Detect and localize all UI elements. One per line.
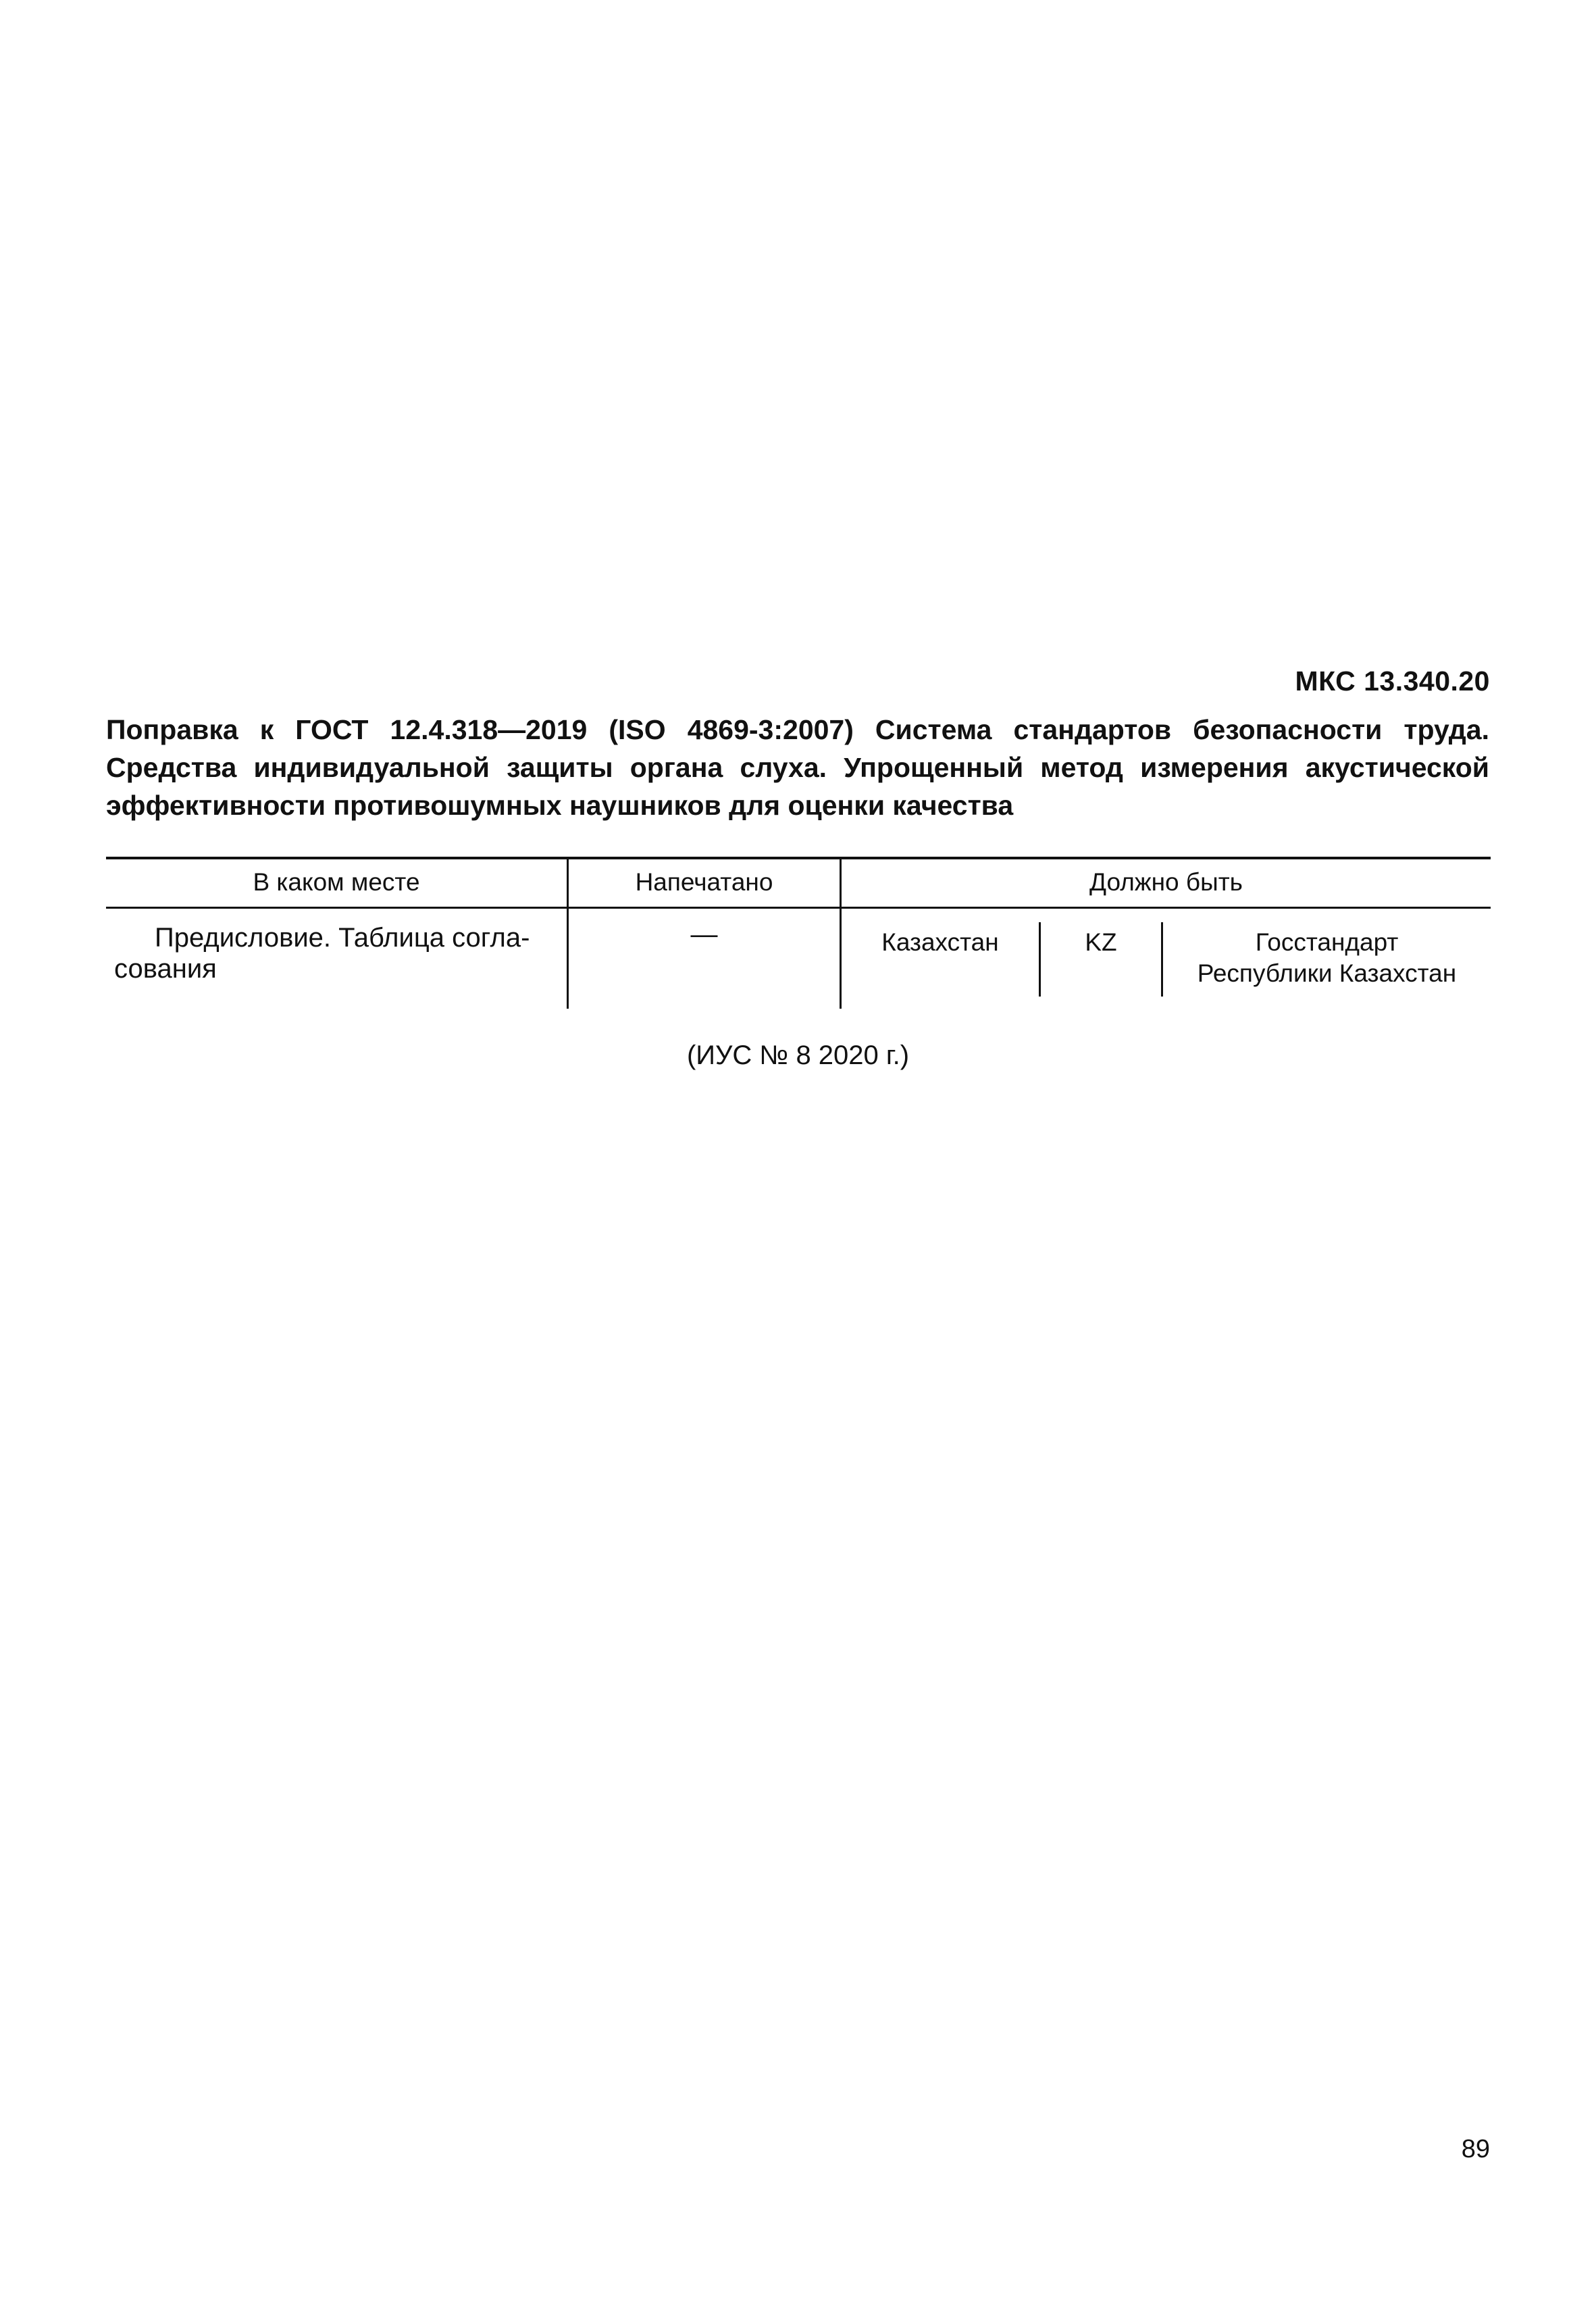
table-header-rule: [106, 907, 1491, 909]
header-location: В каком месте: [253, 868, 420, 896]
header-should-be: Должно быть: [1089, 868, 1243, 896]
classification-code: МКС 13.340.20: [1295, 665, 1490, 697]
amendment-title: Поправка к ГОСТ 12.4.318—2019 (ISO 4869-3:2007) Система стандартов безопасности труда. Средства индивидуальной защиты органа слуха. Упрощенный метод измерения акустической эффективности противошумных наушников для оценки качества: [106, 714, 1489, 821]
header-printed: Напечатано: [635, 868, 773, 896]
ius-reference: (ИУС № 8 2020 г.): [686, 1040, 910, 1070]
corrections-table: [106, 857, 1491, 1009]
row-country-code: KZ: [1085, 928, 1117, 956]
row-printed-dash: —: [690, 920, 718, 949]
row-authority-line2: Республики Казахстан: [1197, 959, 1457, 987]
page-number: 89: [1461, 2135, 1490, 2163]
row-country: Казахстан: [881, 928, 999, 956]
row-authority-line1: Госстандарт: [1255, 928, 1399, 956]
row-location-line2: сования: [114, 954, 217, 984]
table-top-rule: [106, 857, 1491, 859]
row-location-line1: Предисловие. Таблица согла-: [155, 923, 530, 953]
